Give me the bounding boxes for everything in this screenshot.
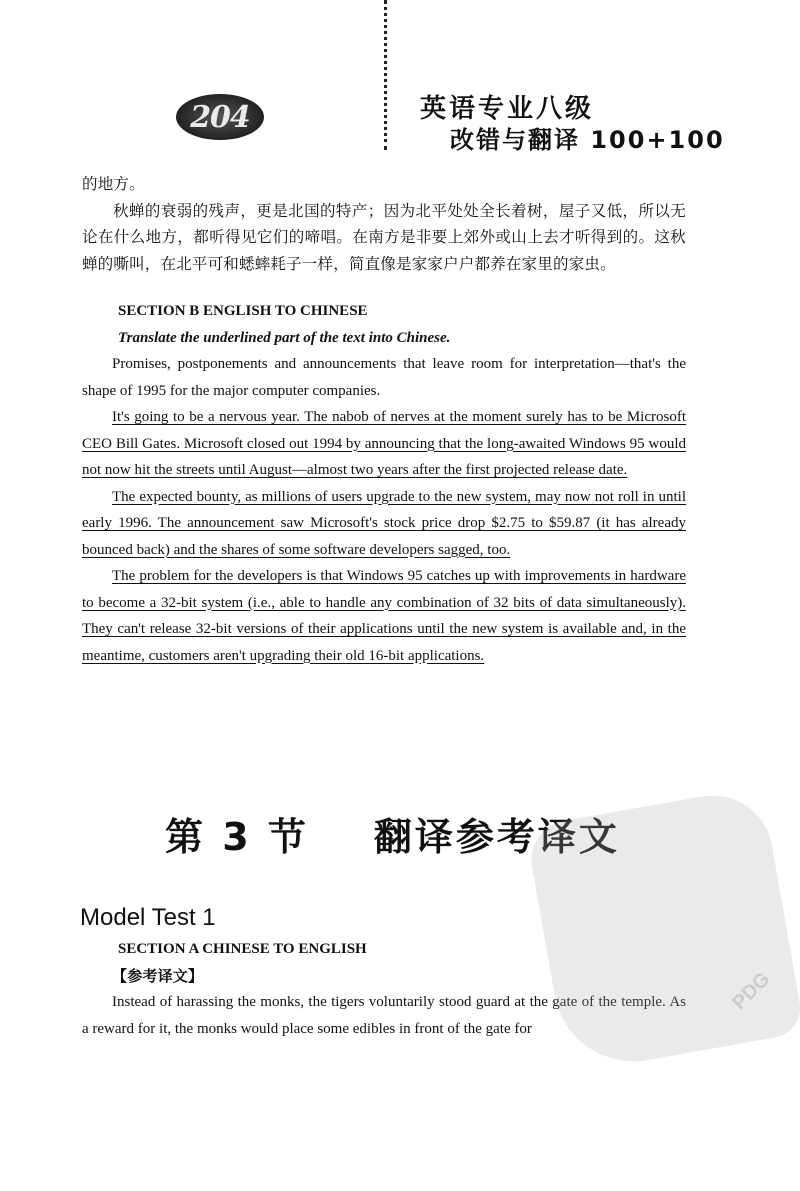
book-title-line1: 英语专业八级 <box>420 94 595 124</box>
page-number-badge <box>176 94 264 140</box>
english-para3-underlined: The expected bounty, as millions of users upgrade to the new system, may now not roll in until early 1996. The announcement saw Microsoft's stock price drop $2.75 to $59.87 (it has already bounced back) and the shares of some software developers sagged, too. <box>82 488 686 558</box>
english-para2-underlined: It's going to be a nervous year. The nabob of nerves at the moment surely has to be Microsoft CEO Bill Gates. Microsoft closed out 1994 by announcing that the long-awaited Windows 95 would not now hit the streets until August—almost two years after the first projected release date. <box>82 409 686 478</box>
page-number: 204 <box>190 99 250 135</box>
chinese-passage-line0: 的地方。 <box>82 175 145 193</box>
english-para4-underlined: The problem for the developers is that Windows 95 catches up with improvements in hardware to become a 32-bit system (i.e., able to handle any combination of 32 bits of data simultaneously). They can't release 32-bit versions of their applications until the new system is available and, in the meantime, customers aren't upgrading their old 16-bit applications. <box>82 568 686 664</box>
section-b-instruction: Translate the underlined part of the text into Chinese. <box>118 329 451 346</box>
section-b-title: SECTION B ENGLISH TO CHINESE <box>118 303 368 319</box>
model-test-title: Model Test 1 <box>80 904 216 931</box>
section-3-heading: 第 3 节 翻译参考译文 <box>165 815 620 859</box>
watermark-label: PDG <box>728 968 775 1015</box>
book-title-line2: 改错与翻译 100+100 <box>450 126 725 154</box>
section-b <box>82 298 686 669</box>
chinese-passage <box>82 171 686 277</box>
section-a-title: SECTION A CHINESE TO ENGLISH <box>118 941 367 957</box>
chinese-passage-para1: 秋蝉的衰弱的残声，更是北国的特产；因为北平处处全长着树，屋子又低，所以无论在什么地方，都听得见它们的啼唱。在南方是非要上郊外或山上去才听得到的。这秋蝉的嘶叫，在北平可和蟋蟀耗子一样，简直像是家家户户都养在家里的家虫。 <box>82 201 686 273</box>
header-dotted-divider <box>384 0 387 150</box>
english-para1: Promises, postponements and announcements that leave room for interpretation—that's the shape of 1995 for the major computer companies. <box>82 356 686 399</box>
reference-translation-label: 【参考译文】 <box>112 966 204 985</box>
model-test-para1: Instead of harassing the monks, the tigers voluntarily stood guard at the gate of the temple. As a reward for it, the monks would place some edibles in front of the gate for <box>82 994 686 1037</box>
